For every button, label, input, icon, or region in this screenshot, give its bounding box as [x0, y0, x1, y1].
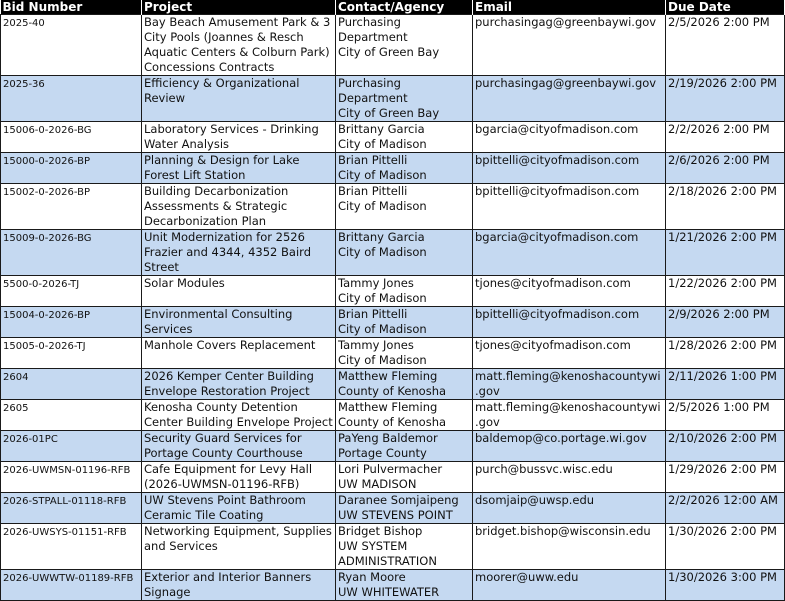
table-row: [1, 230, 785, 276]
project-cell[interactable]: Networking Equipment, Supplies and Services: [142, 524, 336, 570]
agency-name: City of Madison: [338, 168, 427, 182]
contact-agency-cell[interactable]: [336, 307, 473, 338]
header-due-date[interactable]: Due Date: [666, 0, 785, 15]
bid-number-cell[interactable]: 15004-0-2026-BP: [1, 307, 142, 338]
due-date-cell[interactable]: 2/10/2026 2:00 PM: [666, 431, 785, 462]
due-date-cell[interactable]: 1/29/2026 2:00 PM: [666, 462, 785, 493]
email-cell[interactable]: dsomjaip@uwsp.edu: [473, 493, 666, 524]
bid-number-cell[interactable]: 15005-0-2026-TJ: [1, 338, 142, 369]
contact-agency-cell[interactable]: [336, 153, 473, 184]
project-cell[interactable]: Efficiency & Organizational Review: [142, 76, 336, 122]
table-row: [1, 524, 785, 570]
contact-name: Purchasing Department: [338, 15, 408, 44]
contact-agency-cell[interactable]: [336, 493, 473, 524]
agency-name: City of Madison: [338, 322, 427, 336]
agency-name: City of Madison: [338, 137, 427, 151]
due-date-cell[interactable]: 2/5/2026 2:00 PM: [666, 15, 785, 76]
table-row: [1, 153, 785, 184]
agency-name: County of Kenosha: [338, 415, 447, 429]
bid-number-cell[interactable]: 2026-UWWTW-01189-RFB: [1, 570, 142, 601]
bid-number-cell[interactable]: 2605: [1, 400, 142, 431]
header-bid-number[interactable]: Bid Number: [1, 0, 142, 15]
bid-number-cell[interactable]: 15009-0-2026-BG: [1, 230, 142, 276]
email-cell[interactable]: purchasingag@greenbaywi.gov: [473, 76, 666, 122]
agency-name: City of Madison: [338, 353, 427, 367]
contact-agency-cell[interactable]: [336, 524, 473, 570]
project-cell[interactable]: Solar Modules: [142, 276, 336, 307]
due-date-cell[interactable]: 1/30/2026 3:00 PM: [666, 570, 785, 601]
agency-name: UW WHITEWATER: [338, 585, 440, 599]
email-cell[interactable]: purchasingag@greenbaywi.gov: [473, 15, 666, 76]
bid-number-cell[interactable]: 15006-0-2026-BG: [1, 122, 142, 153]
due-date-cell[interactable]: 2/9/2026 2:00 PM: [666, 307, 785, 338]
contact-name: Matthew Fleming: [338, 400, 438, 414]
contact-agency-cell[interactable]: [336, 122, 473, 153]
email-cell[interactable]: tjones@cityofmadison.com: [473, 276, 666, 307]
due-date-cell[interactable]: 1/30/2026 2:00 PM: [666, 524, 785, 570]
header-contact-agency[interactable]: Contact/Agency: [336, 0, 473, 15]
table-row: [1, 307, 785, 338]
project-cell[interactable]: Environmental Consulting Services: [142, 307, 336, 338]
project-cell[interactable]: Building Decarbonization Assessments & Strategic Decarbonization Plan: [142, 184, 336, 230]
table-row: [1, 493, 785, 524]
contact-agency-cell[interactable]: [336, 431, 473, 462]
contact-name: Ryan Moore: [338, 570, 406, 584]
agency-name: City of Madison: [338, 245, 427, 259]
contact-name: Brian Pittelli: [338, 184, 408, 198]
table-row: [1, 76, 785, 122]
project-cell[interactable]: 2026 Kemper Center Building Envelope Restoration Project: [142, 369, 336, 400]
contact-name: Daranee Somjaipeng: [338, 493, 459, 507]
due-date-cell[interactable]: 1/22/2026 2:00 PM: [666, 276, 785, 307]
contact-name: Purchasing Department: [338, 76, 408, 105]
contact-agency-cell[interactable]: [336, 276, 473, 307]
bid-number-cell[interactable]: 2604: [1, 369, 142, 400]
contact-agency-cell[interactable]: [336, 184, 473, 230]
header-project[interactable]: Project: [142, 0, 336, 15]
agency-name: UW SYSTEM ADMINISTRATION: [338, 539, 437, 568]
email-cell[interactable]: matt.fleming@kenoshacountywi.gov: [473, 400, 666, 431]
project-cell[interactable]: Kenosha County Detention Center Building Envelope Project: [142, 400, 336, 431]
header-email[interactable]: Email: [473, 0, 666, 15]
email-cell[interactable]: matt.fleming@kenoshacountywi.gov: [473, 369, 666, 400]
contact-agency-cell[interactable]: [336, 76, 473, 122]
table-row: [1, 570, 785, 601]
bid-number-cell[interactable]: 15000-0-2026-BP: [1, 153, 142, 184]
table-row: [1, 338, 785, 369]
email-cell[interactable]: bpittelli@cityofmadison.com: [473, 307, 666, 338]
table-header: [1, 0, 785, 15]
agency-name: UW MADISON: [338, 477, 417, 491]
agency-name: City of Green Bay: [338, 106, 440, 120]
email-cell[interactable]: bpittelli@cityofmadison.com: [473, 184, 666, 230]
contact-name: Bridget Bishop: [338, 524, 423, 538]
table-body: [1, 15, 785, 601]
table-row: [1, 184, 785, 230]
email-cell[interactable]: bgarcia@cityofmadison.com: [473, 122, 666, 153]
contact-name: Matthew Fleming: [338, 369, 438, 383]
project-cell[interactable]: Security Guard Services for Portage County Courthouse: [142, 431, 336, 462]
due-date-cell[interactable]: 2/18/2026 2:00 PM: [666, 184, 785, 230]
table-row: [1, 462, 785, 493]
agency-name: County of Kenosha: [338, 384, 447, 398]
due-date-cell[interactable]: 1/28/2026 2:00 PM: [666, 338, 785, 369]
due-date-cell[interactable]: 2/2/2026 2:00 PM: [666, 122, 785, 153]
contact-agency-cell[interactable]: [336, 570, 473, 601]
contact-agency-cell[interactable]: [336, 230, 473, 276]
email-cell[interactable]: bridget.bishop@wisconsin.edu: [473, 524, 666, 570]
bid-number-cell[interactable]: 2026-01PC: [1, 431, 142, 462]
email-cell[interactable]: baldemop@co.portage.wi.gov: [473, 431, 666, 462]
table-row: [1, 122, 785, 153]
table-row: [1, 15, 785, 76]
contact-name: Tammy Jones: [338, 338, 414, 352]
agency-name: UW STEVENS POINT: [338, 508, 453, 522]
project-cell[interactable]: Laboratory Services - Drinking Water Analysis: [142, 122, 336, 153]
contact-name: Brian Pittelli: [338, 307, 408, 321]
project-cell[interactable]: Cafe Equipment for Levy Hall (2026-UWMSN-01196-RFB): [142, 462, 336, 493]
contact-agency-cell[interactable]: [336, 338, 473, 369]
bid-number-cell[interactable]: 2026-UWMSN-01196-RFB: [1, 462, 142, 493]
bid-number-cell[interactable]: 2025-36: [1, 76, 142, 122]
contact-agency-cell[interactable]: [336, 400, 473, 431]
due-date-cell[interactable]: 2/19/2026 2:00 PM: [666, 76, 785, 122]
agency-name: City of Madison: [338, 291, 427, 305]
contact-agency-cell[interactable]: [336, 462, 473, 493]
bid-number-cell[interactable]: 15002-0-2026-BP: [1, 184, 142, 230]
due-date-cell[interactable]: 2/6/2026 2:00 PM: [666, 153, 785, 184]
bid-number-cell[interactable]: 2026-UWSYS-01151-RFB: [1, 524, 142, 570]
email-cell[interactable]: moorer@uww.edu: [473, 570, 666, 601]
email-cell[interactable]: bpittelli@cityofmadison.com: [473, 153, 666, 184]
contact-agency-cell[interactable]: [336, 15, 473, 76]
agency-name: City of Madison: [338, 199, 427, 213]
table-row: [1, 276, 785, 307]
project-cell[interactable]: Unit Modernization for 2526 Frazier and 4344, 4352 Baird Street: [142, 230, 336, 276]
project-cell[interactable]: Exterior and Interior Banners Signage: [142, 570, 336, 601]
due-date-cell[interactable]: 2/11/2026 1:00 PM: [666, 369, 785, 400]
header-row: [1, 0, 785, 15]
contact-name: Brian Pittelli: [338, 153, 408, 167]
bid-number-cell[interactable]: 5500-0-2026-TJ: [1, 276, 142, 307]
project-cell[interactable]: UW Stevens Point Bathroom Ceramic Tile Coating: [142, 493, 336, 524]
email-cell[interactable]: purch@bussvc.wisc.edu: [473, 462, 666, 493]
table-row: [1, 431, 785, 462]
due-date-cell[interactable]: 2/5/2026 1:00 PM: [666, 400, 785, 431]
email-cell[interactable]: tjones@cityofmadison.com: [473, 338, 666, 369]
due-date-cell[interactable]: 1/21/2026 2:00 PM: [666, 230, 785, 276]
bid-number-cell[interactable]: 2026-STPALL-01118-RFB: [1, 493, 142, 524]
contact-name: Brittany Garcia: [338, 230, 425, 244]
bid-number-cell[interactable]: 2025-40: [1, 15, 142, 76]
table-row: [1, 400, 785, 431]
due-date-cell[interactable]: 2/2/2026 12:00 AM: [666, 493, 785, 524]
contact-name: Tammy Jones: [338, 276, 414, 290]
contact-name: Brittany Garcia: [338, 122, 425, 136]
contact-name: Lori Pulvermacher: [338, 462, 443, 476]
contact-name: PaYeng Baldemor: [338, 431, 438, 445]
table-row: [1, 369, 785, 400]
project-cell[interactable]: Planning & Design for Lake Forest Lift Station: [142, 153, 336, 184]
agency-name: City of Green Bay: [338, 45, 440, 59]
agency-name: Portage County: [338, 446, 427, 460]
contact-agency-cell[interactable]: [336, 369, 473, 400]
email-cell[interactable]: bgarcia@cityofmadison.com: [473, 230, 666, 276]
project-cell[interactable]: Bay Beach Amusement Park & 3 City Pools (Joannes & Resch Aquatic Centers & Colburn Park) Concessions Contracts: [142, 15, 336, 76]
project-cell[interactable]: Manhole Covers Replacement: [142, 338, 336, 369]
